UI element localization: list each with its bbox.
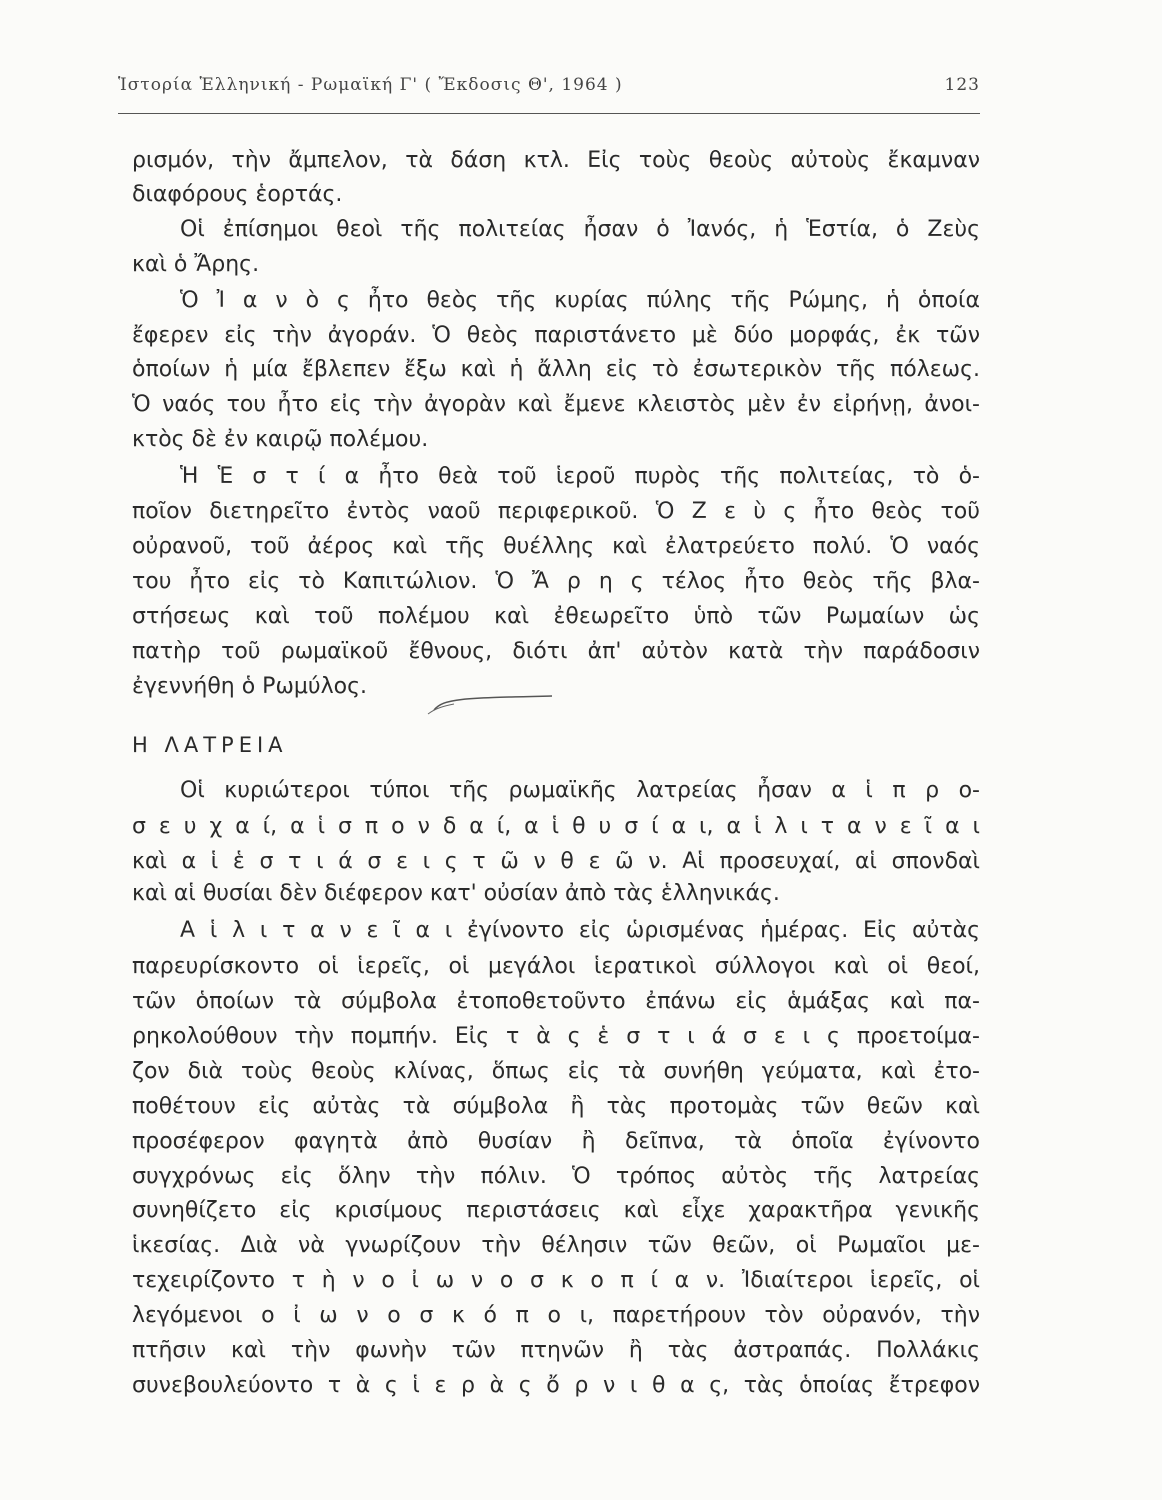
text-line: ζον διὰ τοὺς θεοὺς κλίνας, ὅπως εἰς τὰ συνήθη γεύματα, καὶ ἐτο-: [132, 1059, 980, 1084]
text-line: παρευρίσκοντο οἱ ἱερεῖς, οἱ μεγάλοι ἱερατικοὶ σύλλογοι καὶ οἱ θεοί,: [132, 954, 980, 979]
text-line: προσέφερον φαγητὰ ἀπὸ θυσίαν ἢ δεῖπνα, τὰ ὁποῖα ἐγίνοντο: [132, 1129, 980, 1154]
text-line: σ ε υ χ α ί, α ἱ σ π ο ν δ α ί, α ἱ θ υ σ ί α ι, α ἱ λ ι τ α ν ε ῖ α ι: [132, 814, 980, 839]
text-line: του ἦτο εἰς τὸ Καπιτώλιον. Ὁ Ἄ ρ η ς τέλος ἦτο θεὸς τῆς βλα-: [132, 569, 980, 594]
text-line: στήσεως καὶ τοῦ πολέμου καὶ ἐθεωρεῖτο ὑπὸ τῶν Ρωμαίων ὡς: [132, 604, 980, 629]
text-line: Ὁ Ἰ α ν ὸ ς ἦτο θεὸς τῆς κυρίας πύλης τῆς Ρώμης, ἡ ὁποία: [180, 288, 980, 313]
text-line: Ὁ ναός του ἦτο εἰς τὴν ἀγορὰν καὶ ἔμενε κλειστὸς μὲν ἐν εἰρήνῃ, ἀνοι-: [132, 392, 980, 417]
text-line: Οἱ ἐπίσημοι θεοὶ τῆς πολιτείας ἦσαν ὁ Ἰανός, ἡ Ἑστία, ὁ Ζεὺς: [180, 217, 980, 242]
text-line: κτὸς δὲ ἐν καιρῷ πολέμου.: [132, 427, 429, 452]
text-line: ὁποίων ἡ μία ἔβλεπεν ἔξω καὶ ἡ ἄλλη εἰς τὸ ἐσωτερικὸν τῆς πόλεως.: [132, 357, 980, 382]
text-line: οὐρανοῦ, τοῦ ἀέρος καὶ τῆς θυέλλης καὶ ἐλατρεύετο πολύ. Ὁ ναός: [132, 534, 980, 559]
text-line: καὶ α ἱ ἑ σ τ ι ά σ ε ι ς τ ῶ ν θ ε ῶ ν. Αἱ προσευχαί, αἱ σπονδαὶ: [132, 849, 980, 874]
running-header: [118, 75, 980, 105]
text-line: συγχρόνως εἰς ὅλην τὴν πόλιν. Ὁ τρόπος αὐτὸς τῆς λατρείας: [132, 1164, 980, 1189]
header-title: Ἱστορία Ἑλληνική - Ρωμαϊκή Γ' ( Ἔκδοσις Θ', 1964 ): [118, 75, 623, 95]
pen-mark: [424, 688, 556, 718]
header-rule: [118, 113, 980, 114]
text-line: Α ἱ λ ι τ α ν ε ῖ α ι ἐγίνοντο εἰς ὡρισμένας ἡμέρας. Εἰς αὐτὰς: [180, 918, 980, 943]
text-line: ποῖον διετηρεῖτο ἐντὸς ναοῦ περιφερικοῦ. Ὁ Ζ ε ὺ ς ἦτο θεὸς τοῦ: [132, 499, 980, 524]
text-line: Ἡ Ἑ σ τ ί α ἦτο θεὰ τοῦ ἱεροῦ πυρὸς τῆς πολιτείας, τὸ ὁ-: [180, 464, 980, 489]
section-heading: Η ΛΑΤΡΕΙΑ: [132, 733, 288, 757]
text-line: πτῆσιν καὶ τὴν φωνὴν τῶν πτηνῶν ἢ τὰς ἀστραπάς. Πολλάκις: [132, 1338, 980, 1363]
text-line: συνηθίζετο εἰς κρισίμους περιστάσεις καὶ εἶχε χαρακτῆρα γενικῆς: [132, 1198, 980, 1223]
text-line: ρισμόν, τὴν ἄμπελον, τὰ δάση κτλ. Εἰς τοὺς θεοὺς αὐτοὺς ἔκαμναν: [132, 148, 980, 173]
text-line: ἐγεννήθη ὁ Ρωμύλος.: [132, 674, 367, 699]
text-line: πατὴρ τοῦ ρωμαϊκοῦ ἔθνους, διότι ἀπ' αὐτὸν κατὰ τὴν παράδοσιν: [132, 639, 980, 664]
text-line: τεχειρίζοντο τ ὴ ν ο ἰ ω ν ο σ κ ο π ί α ν. Ἰδιαίτεροι ἱερεῖς, οἱ: [132, 1268, 980, 1293]
text-line: διαφόρους ἑορτάς.: [132, 182, 343, 207]
page-number: 123: [944, 75, 980, 95]
text-line: ποθέτουν εἰς αὐτὰς τὰ σύμβολα ἢ τὰς προτομὰς τῶν θεῶν καὶ: [132, 1094, 980, 1119]
text-line: συνεβουλεύοντο τ ὰ ς ἱ ε ρ ὰ ς ὄ ρ ν ι θ α ς, τὰς ὁποίας ἔτρεφον: [132, 1373, 980, 1398]
text-line: ἱκεσίας. Διὰ νὰ γνωρίζουν τὴν θέλησιν τῶν θεῶν, οἱ Ρωμαῖοι με-: [132, 1233, 980, 1258]
text-line: ρηκολούθουν τὴν πομπήν. Εἰς τ ὰ ς ἑ σ τ ι ά σ ε ι ς προετοίμα-: [132, 1024, 980, 1049]
text-line: Οἱ κυριώτεροι τύποι τῆς ρωμαϊκῆς λατρείας ἦσαν α ἱ π ρ ο-: [180, 778, 980, 803]
text-line: καὶ αἱ θυσίαι δὲν διέφερον κατ' οὐσίαν ἀπὸ τὰς ἑλληνικάς.: [132, 881, 780, 906]
text-line: λεγόμενοι ο ἰ ω ν ο σ κ ό π ο ι, παρετήρουν τὸν οὐρανόν, τὴν: [132, 1303, 980, 1328]
text-line: καὶ ὁ Ἄρης.: [132, 252, 260, 277]
text-line: τῶν ὁποίων τὰ σύμβολα ἐτοποθετοῦντο ἐπάνω εἰς ἁμάξας καὶ πα-: [132, 989, 980, 1014]
text-line: ἔφερεν εἰς τὴν ἀγοράν. Ὁ θεὸς παριστάνετο μὲ δύο μορφάς, ἐκ τῶν: [132, 323, 980, 348]
